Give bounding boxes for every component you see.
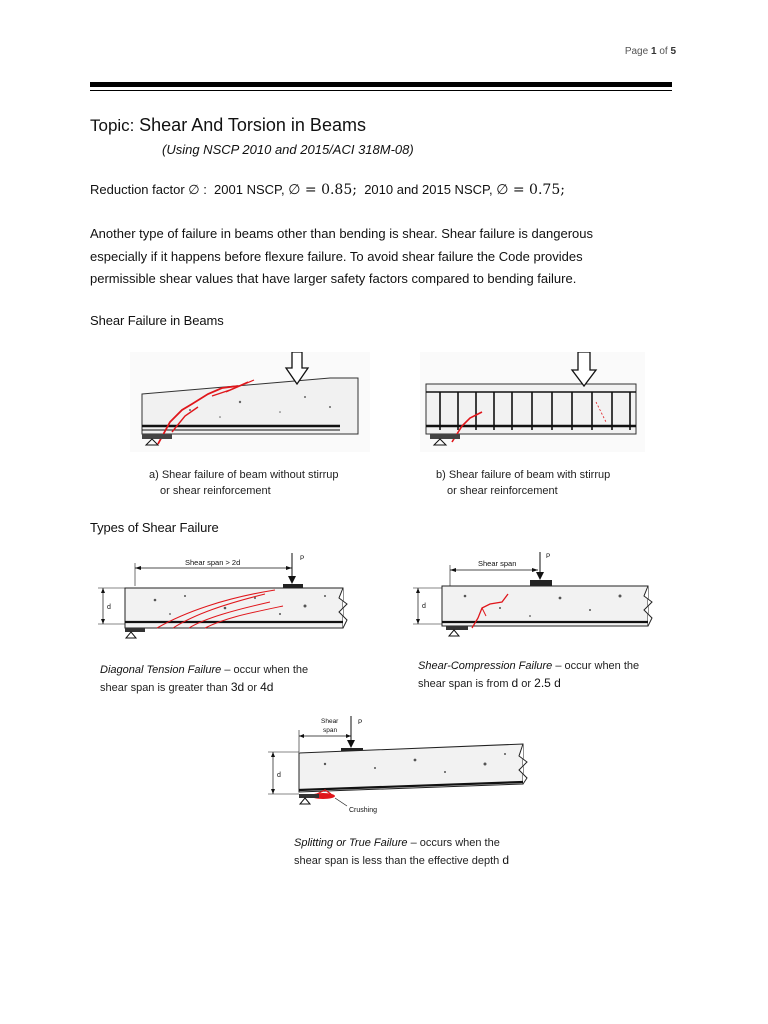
shear-span-label: Shear span: [478, 559, 517, 568]
page-number: Page 1 of 5: [624, 46, 676, 57]
header-rule-thick: [90, 82, 672, 87]
page-subtitle: (Using NSCP 2010 and 2015/ACI 318M-08): [162, 142, 414, 157]
topic-title: Shear And Torsion in Beams: [139, 115, 366, 135]
depth-d-label: d: [422, 603, 426, 610]
reduction-mid: 2010 and 2015 NSCP,: [356, 182, 497, 197]
figure-diagonal-tension: [95, 548, 360, 648]
topic-label: Topic:: [90, 116, 135, 135]
caption-figure-a: a) Shear failure of beam without stirrup or shear reinforcement: [149, 469, 339, 497]
section-heading-shear-failure: Shear Failure in Beams: [90, 313, 224, 328]
crushing-label: Crushing: [349, 807, 378, 814]
section-heading-types: Types of Shear Failure: [90, 520, 219, 535]
reduction-phi-2010: ∅ = 0.75;: [496, 182, 565, 198]
reduction-factor-line: [90, 182, 565, 198]
figure-beam-with-stirrup: [420, 352, 645, 452]
caption-splitting-failure: Splitting or True Failure – occurs when the shear span is less than the effective depth d: [294, 837, 510, 867]
depth-d-label: d: [107, 604, 111, 611]
figure-shear-compression: [410, 546, 660, 646]
shear-span-label: Shear span > 2d: [185, 558, 241, 567]
reduction-prefix: Reduction factor ∅ : 2001 NSCP,: [90, 182, 289, 197]
shear-span-label-2: span: [323, 727, 338, 734]
load-p-label: P: [300, 555, 305, 562]
paragraph-line: especially if it happens before flexure failure. To avoid shear failure the Code provides: [90, 248, 583, 264]
caption-shear-compression: Shear-Compression Failure – occur when the shear span is from d or 2.5 d: [418, 660, 640, 690]
figure-beam-without-stirrup: [130, 352, 370, 452]
intro-paragraph: [90, 223, 650, 291]
depth-d-label: d: [277, 772, 281, 779]
page-title: [90, 115, 366, 136]
header-rule-thin: [90, 90, 672, 91]
load-p-label: P: [358, 719, 363, 726]
paragraph-line: permissible shear values that have larger safety factors compared to bending failure.: [90, 271, 577, 286]
paragraph-line: Another type of failure in beams other than bending is shear. Shear failure is dangerous: [90, 226, 593, 241]
reduction-phi-2001: ∅ = 0.85;: [288, 182, 357, 198]
figure-splitting-failure: [265, 712, 535, 822]
shear-span-label-1: Shear: [321, 718, 339, 725]
caption-diagonal-tension: Diagonal Tension Failure – occur when the shear span is greater than 3d or 4d: [100, 664, 309, 694]
load-p-label: P: [546, 553, 551, 560]
caption-figure-b: b) Shear failure of beam with stirrup or shear reinforcement: [436, 469, 611, 497]
